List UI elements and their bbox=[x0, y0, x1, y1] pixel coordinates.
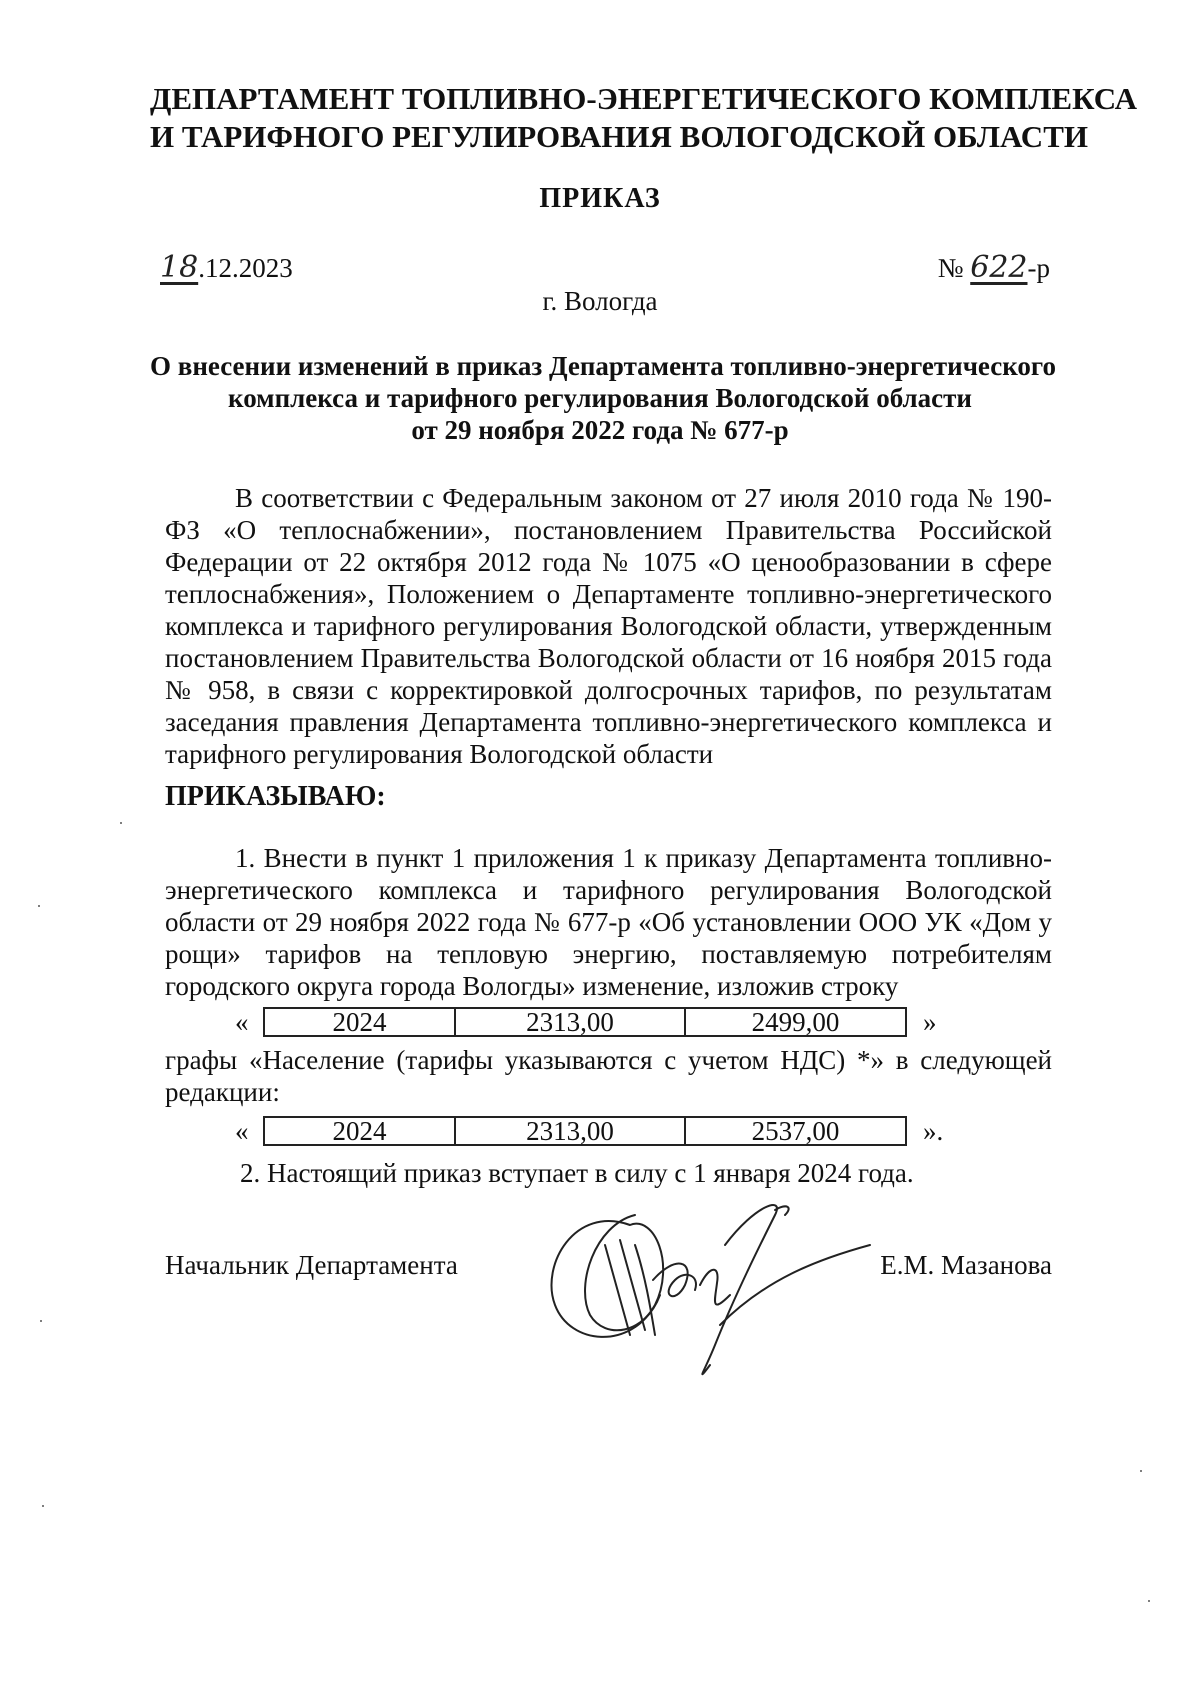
subject-line-2: комплекса и тарифного регулирования Вологодской области bbox=[228, 383, 972, 413]
document-date bbox=[160, 250, 293, 285]
number-prefix: № bbox=[937, 253, 971, 283]
document-subject bbox=[150, 350, 1057, 446]
row-old-open-quote: « bbox=[235, 1006, 249, 1037]
scan-speck bbox=[42, 1505, 44, 1507]
subject-line-3: от 29 ноября 2022 года № 677-р bbox=[411, 415, 789, 445]
header-line-2: И ТАРИФНОГО РЕГУЛИРОВАНИЯ ВОЛОГОДСКОЙ ОБЛАСТИ bbox=[150, 119, 1088, 154]
row-old-value-1: 2313,00 bbox=[455, 1007, 685, 1037]
item-1-middle-text: графы «Население (тарифы указываются с учетом НДС) *» в следующей редакции: bbox=[165, 1045, 1052, 1107]
tariff-row-new bbox=[235, 1114, 943, 1148]
scan-speck bbox=[38, 905, 40, 907]
row-new-value-2: 2537,00 bbox=[685, 1116, 907, 1146]
row-new-close-quote: ». bbox=[923, 1115, 944, 1146]
row-old-value-2: 2499,00 bbox=[685, 1007, 907, 1037]
row-new-value-1: 2313,00 bbox=[455, 1116, 685, 1146]
row-new-open-quote: « bbox=[235, 1115, 249, 1146]
department-header bbox=[150, 80, 1138, 156]
document-title: ПРИКАЗ bbox=[539, 183, 661, 214]
preamble-paragraph: В соответствии с Федеральным законом от 27 июля 2010 года № 190-ФЗ «О теплоснабжении», постановлением Правительства Российской Федерации от 22 октября 2012 года № 1075 «О ценообразовании в сфере теплоснабжения», Положением о Департаменте топливно-энергетического комплекса и тарифного регулирования Вологодской области, утвержденным постановлением Правительства Вологодской области от 16 ноября 2015 года № 958, в связи с корректировкой долгосрочных тарифов, по результатам заседания правления Департамента топливно-энергетического комплекса и тарифного регулирования Вологодской области bbox=[165, 483, 1052, 769]
signatory-role: Начальник Департамента bbox=[165, 1250, 458, 1280]
document-city: г. Вологда bbox=[542, 286, 658, 316]
scan-speck bbox=[120, 822, 122, 824]
row-old-close-quote: » bbox=[923, 1006, 937, 1037]
header-line-1: ДЕПАРТАМЕНТ ТОПЛИВНО-ЭНЕРГЕТИЧЕСКОГО КОМПЛЕКСА bbox=[150, 81, 1138, 116]
scan-speck bbox=[1148, 1600, 1150, 1602]
handwritten-signature-icon bbox=[535, 1185, 875, 1385]
number-suffix: -р bbox=[1027, 253, 1050, 283]
subject-line-1: О внесении изменений в приказ Департамента топливно-энергетического bbox=[150, 351, 1057, 381]
order-word: ПРИКАЗЫВАЮ: bbox=[165, 781, 386, 812]
scan-speck bbox=[1140, 1470, 1142, 1472]
date-rest: .12.2023 bbox=[198, 253, 293, 283]
row-old-year: 2024 bbox=[263, 1007, 455, 1037]
scan-speck bbox=[40, 1320, 42, 1322]
signatory-name: Е.М. Мазанова bbox=[880, 1250, 1052, 1280]
item-1-paragraph: 1. Внести в пункт 1 приложения 1 к приказу Департамента топливно-энергетического комплекса и тарифного регулирования Вологодской области от 29 ноября 2022 года № 677-р «Об установлении ООО УК «Дом у рощи» тарифов на тепловую энергию, поставляемую потребителям городского округа города Вологды» изменение, изложив строку bbox=[165, 843, 1052, 1001]
tariff-row-old bbox=[235, 1005, 937, 1039]
date-day-handwritten: 18 bbox=[160, 250, 199, 285]
row-new-year: 2024 bbox=[263, 1116, 455, 1146]
document-number bbox=[880, 250, 1050, 285]
number-value-handwritten: 622 bbox=[970, 250, 1028, 285]
item-2-paragraph: 2. Настоящий приказ вступает в силу с 1 января 2024 года. bbox=[240, 1158, 914, 1188]
